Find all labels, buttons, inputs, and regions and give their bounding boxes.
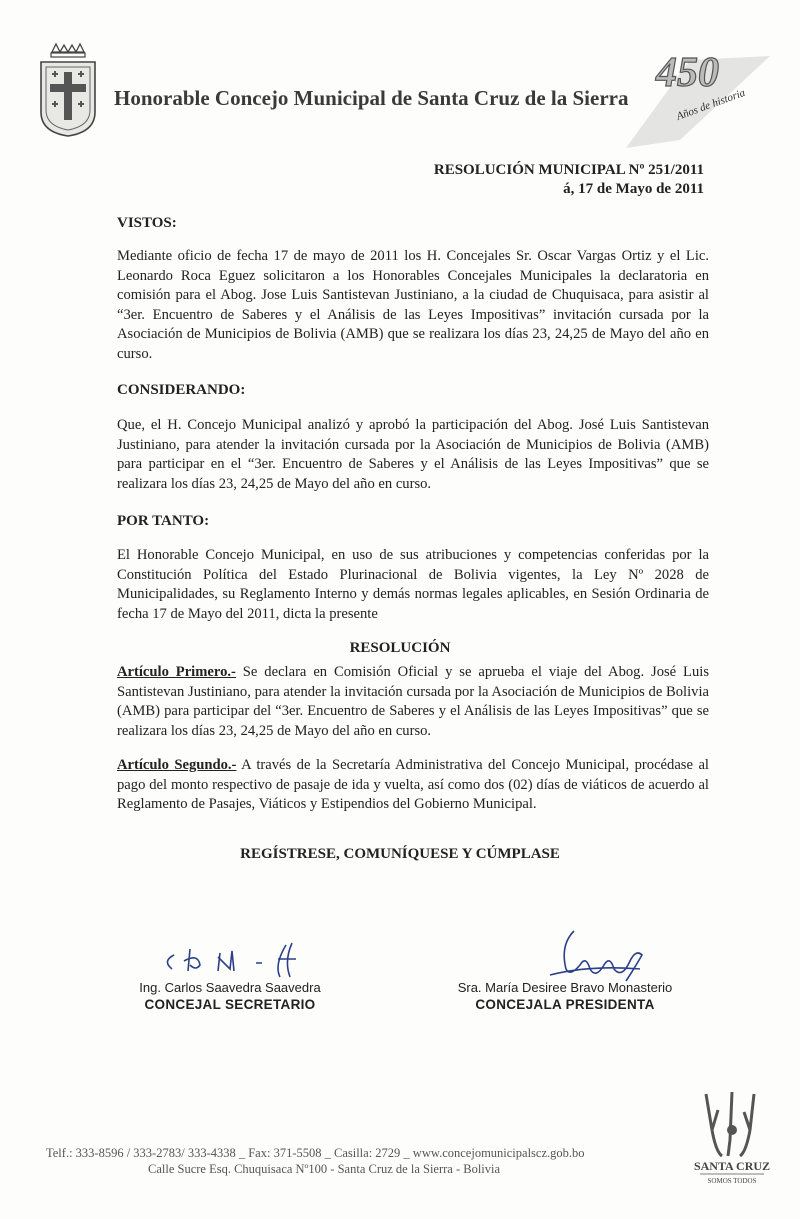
organization-name: Honorable Concejo Municipal de Santa Cruz de la Sierra [114,86,629,110]
vistos-paragraph: Mediante oficio de fecha 17 de mayo de 2011 los H. Concejales Sr. Oscar Vargas Ortiz y el Lic. Leonardo Roca Eguez solicitaron a los Honorables Concejales Municipales la declaratoria en comisión para el Abog. Jose Luis Santistevan Justiniano, a la ciudad de Chuquisaca, para asistir al “3er. Encuentro de Saberes y el Análisis de las Leyes Impositivas” invitación cursada por la Asociación de Municipios de Bolivia (AMB) que se realizara los días 23, 24,25 de Mayo del año en curso. [117,248,709,362]
vistos-heading: VISTOS: [117,215,177,231]
coat-of-arms-logo [38,42,98,138]
resolution-date: á, 17 de Mayo de 2011 [563,181,704,197]
santa-cruz-logo-text: SANTA CRUZ [693,1159,771,1173]
signer-title: CONCEJALA PRESIDENTA [475,997,655,1012]
considerando-heading: CONSIDERANDO: [117,382,246,398]
footer-line-1: Telf.: 333-8596 / 333-2783/ 333-4338 _ Fax: 371-5508 _ Casilla: 2729 _ www.concejomunicipalscz.gob.bo [46,1146,585,1160]
por-tanto-heading: POR TANTO: [117,513,210,529]
signer-name: Ing. Carlos Saavedra Saavedra [139,980,321,995]
article-one-text: Se declara en Comisión Oficial y se aprueba el viaje del Abog. José Luis Santistevan Justiniano, para atender la invitación cursada por la Asociación de Municipios de Bolivia (AMB) para participar del “3er. Encuentro de Saberes y el Análisis de las Leyes Impositivas” que se realizara los días 23, 24,25 de Mayo del año en curso. [117,664,710,739]
signature-secretario [160,935,320,980]
anniversary-text: Años de historia [674,86,747,123]
signature-presidenta [530,925,670,985]
anniversary-450-logo [620,40,780,150]
santa-cruz-logo [692,1090,772,1190]
considerando-paragraph: Que, el H. Concejo Municipal analizó y aprobó la participación del Abog. José Luis Santistevan Justiniano, para atender la invitación cursada por la Asociación de Municipios de Bolivia (AMB) para participar en el “3er. Encuentro de Saberes y el Análisis de las Leyes Impositivas” que se realizara los días 23, 24,25 de Mayo del año en curso. [117,417,709,492]
signature-block-secretario [100,979,360,1013]
por-tanto-paragraph: El Honorable Concejo Municipal, en uso de sus atribuciones y competencias conferidas por la Constitución Política del Estado Plurinacional de Bolivia vigentes, la Ley Nº 2028 de Municipalidades, su Reglamento Interno y demás normas legales aplicables, en Sesión Ordinaria de fecha 17 de Mayo del 2011, dicta la presente [117,547,709,622]
article-two-text: A través de la Secretaría Administrativa del Concejo Municipal, procédase al pago del monto respectivo de pasaje de ida y vuelta, así como dos (02) días de viáticos de acuerdo al Reglamento de Pasajes, Viáticos y Estipendios del Gobierno Municipal. [117,757,709,813]
article-two [117,756,709,815]
santa-cruz-logo-subtext: SOMOS TODOS [707,1177,757,1185]
resolution-number: RESOLUCIÓN MUNICIPAL Nº 251/2011 [433,162,704,178]
resolution-header [434,161,704,199]
article-one [117,663,709,741]
article-one-label: Artículo Primero.- [117,664,236,680]
closing-statement: REGÍSTRESE, COMUNÍQUESE Y CÚMPLASE [240,846,560,862]
signer-name: Sra. María Desiree Bravo Monasterio [457,980,673,995]
footer-line-2: Calle Sucre Esq. Chuquisaca Nº100 - Santa Cruz de la Sierra - Bolivia [148,1162,501,1176]
signature-block-presidenta [420,979,710,1013]
anniversary-number: 450 [656,50,719,96]
footer-contact [46,1145,585,1177]
signer-title: CONCEJAL SECRETARIO [144,997,316,1012]
article-two-label: Artículo Segundo.- [117,757,237,773]
resolucion-heading: RESOLUCIÓN [349,640,451,656]
